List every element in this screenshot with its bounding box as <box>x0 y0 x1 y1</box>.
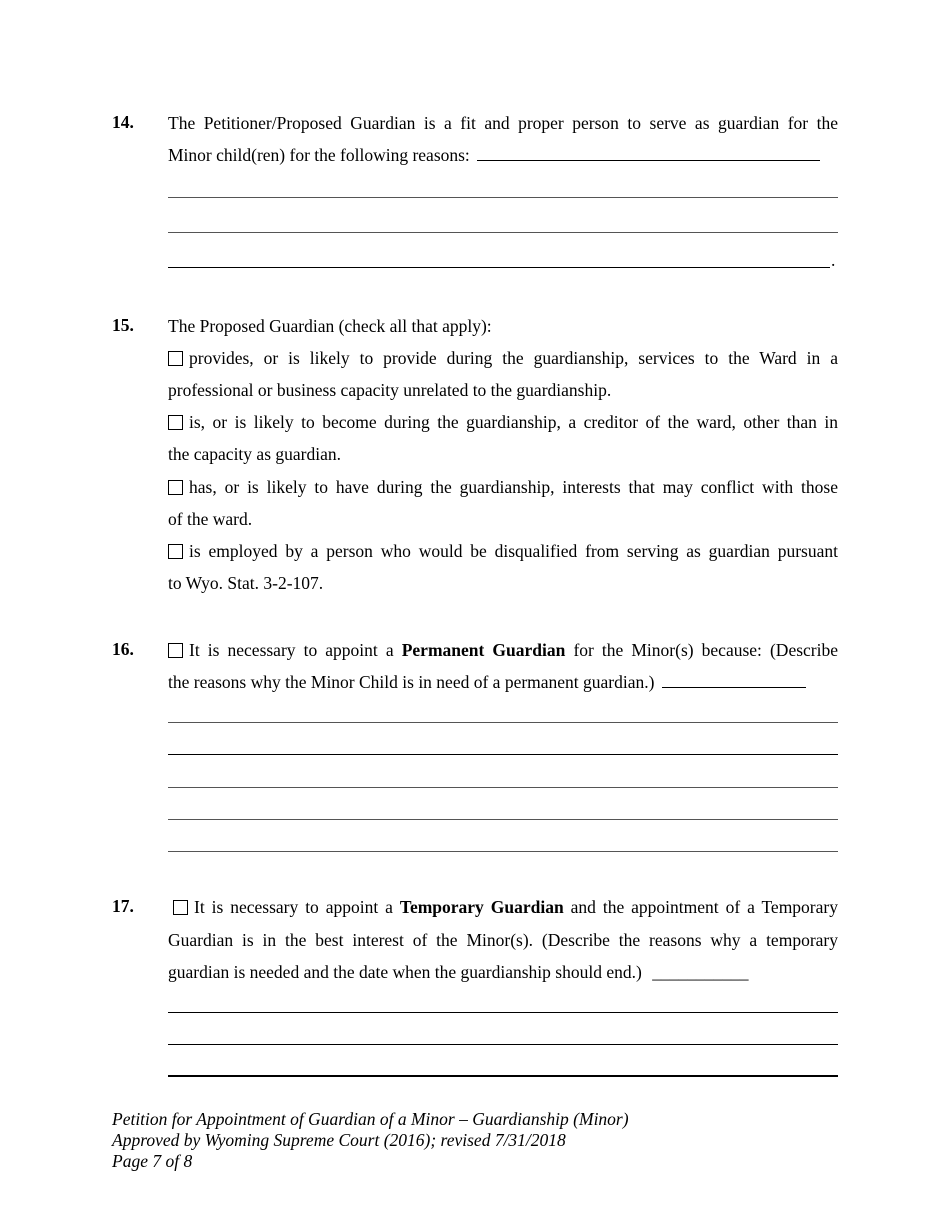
section-17-temporary-guardian-label: Temporary Guardian <box>399 897 564 917</box>
footer-approval: Approved by Wyoming Supreme Court (2016); revised 7/31/2018 <box>112 1130 566 1150</box>
option-1-line1: provides, or is likely to provide during the guardianship, services to the Ward in a <box>189 348 838 368</box>
option-4-line2: to Wyo. Stat. 3-2-107. <box>168 573 324 593</box>
section-17-line3: guardian is needed and the date when the guardianship should end.) <box>168 962 642 982</box>
section-16-number: 16. <box>112 639 134 659</box>
section-17-line1 <box>173 891 838 923</box>
section-15-option-2 <box>168 406 838 438</box>
section-16-blank-line-1[interactable] <box>168 722 838 723</box>
checkbox-creditor-of-ward[interactable] <box>168 415 183 430</box>
checkbox-conflicting-interests[interactable] <box>168 480 183 495</box>
section-17-line2: Guardian is in the best interest of the Minor(s). (Describe the reasons why a temporary <box>168 930 838 950</box>
option-2-line1: is, or is likely to become during the guardianship, a creditor of the ward, other than in <box>189 412 838 432</box>
section-14-line1: The Petitioner/Proposed Guardian is a fit and proper person to serve as guardian for the <box>168 113 838 133</box>
section-14-blank-line-3[interactable] <box>168 267 830 268</box>
section-16-line1-post: for the Minor(s) because: (Describe <box>573 640 838 660</box>
checkbox-temporary-guardian[interactable] <box>173 900 188 915</box>
section-16-reasons-blank[interactable] <box>662 669 806 688</box>
section-14-blank-line-1[interactable] <box>168 197 838 198</box>
checkbox-employed-by-disqualified[interactable] <box>168 544 183 559</box>
section-15-option-4 <box>168 535 838 567</box>
section-15-option-1 <box>168 342 838 374</box>
section-16-blank-line-2[interactable] <box>168 754 838 755</box>
section-17-inline-blank[interactable]: ___________ <box>652 962 749 982</box>
section-14-line2-row <box>168 139 838 171</box>
section-14-number: 14. <box>112 112 134 132</box>
section-17-blank-line-3[interactable] <box>168 1075 838 1077</box>
section-16-line2-row <box>168 666 838 698</box>
option-3-line1: has, or is likely to have during the guardianship, interests that may conflict with those <box>189 477 838 497</box>
section-17-line1-post: and the appointment of a Temporary <box>570 897 838 917</box>
option-2-line2: the capacity as guardian. <box>168 444 341 464</box>
section-16-line1-pre: It is necessary to appoint a <box>189 640 394 660</box>
footer-form-title: Petition for Appointment of Guardian of a Minor – Guardianship (Minor) <box>112 1109 629 1129</box>
footer-page-number: Page 7 of 8 <box>112 1151 193 1171</box>
checkbox-permanent-guardian[interactable] <box>168 643 183 658</box>
section-16-line2: the reasons why the Minor Child is in need of a permanent guardian.) <box>168 672 655 692</box>
section-15-intro: The Proposed Guardian (check all that apply): <box>168 316 492 336</box>
section-15-number: 15. <box>112 315 134 335</box>
section-16-blank-line-3[interactable] <box>168 787 838 788</box>
option-3-line2: of the ward. <box>168 509 253 529</box>
section-16-blank-line-5[interactable] <box>168 851 838 852</box>
section-17-blank-line-1[interactable] <box>168 1012 838 1013</box>
section-14-line2: Minor child(ren) for the following reasons: <box>168 145 470 165</box>
checkbox-services-to-ward[interactable] <box>168 351 183 366</box>
section-16-permanent-guardian-label: Permanent Guardian <box>401 640 566 660</box>
section-17-line1-pre: It is necessary to appoint a <box>194 897 393 917</box>
section-17-number: 17. <box>112 896 134 916</box>
option-1-line2: professional or business capacity unrelated to the guardianship. <box>168 380 612 400</box>
section-14-blank-line-2[interactable] <box>168 232 838 233</box>
section-16-blank-line-4[interactable] <box>168 819 838 820</box>
section-17-line3-row <box>168 956 838 988</box>
section-16-line1 <box>168 634 838 666</box>
section-15-option-3 <box>168 471 838 503</box>
option-4-line1: is employed by a person who would be disqualified from serving as guardian pursuant <box>189 541 838 561</box>
section-14-reasons-blank[interactable] <box>477 142 820 161</box>
section-14-end-period: . <box>831 250 836 270</box>
page-footer <box>112 1109 629 1172</box>
section-17-blank-line-2[interactable] <box>168 1044 838 1045</box>
